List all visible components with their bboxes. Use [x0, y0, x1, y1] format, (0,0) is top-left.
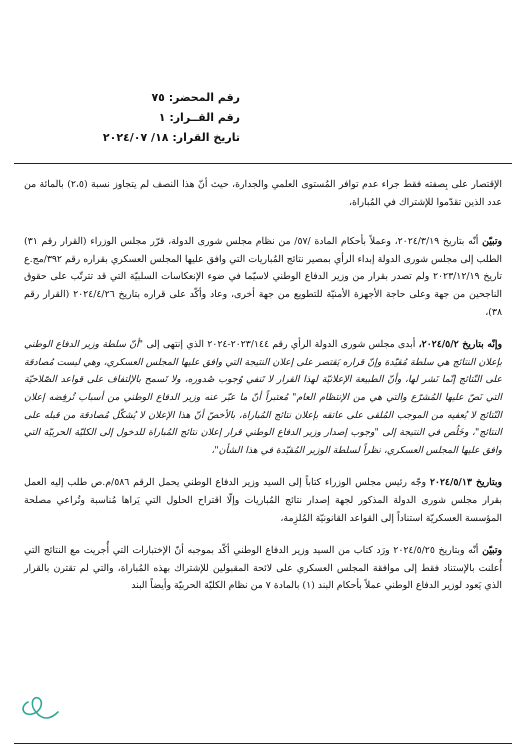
- paragraph-4: [24, 474, 502, 527]
- paragraph-1-text: الإقتصار على بِصفته فقط جراء عدم توافر المُستوى العلمي والجدارة، حيث أنّ هذا النصف لم يتجاوز نسبة (٢،٥) بالمائة من عدد الذين تقدّموا للإشتراك في المُباراة،: [24, 179, 503, 208]
- paragraph-4-text: وجّه رئيس مجلس الوزراء كتاباً إلى السيد وزير الدفاع الوطني يحمل الرقم ٥٨٦/م.ص طلب إليه العمل بقرار مجلس شورى الدولة المذكور لجهة إصدار نتائج المُباريات وإلّا اقتراح الحلول التي يَراها مُناسبة وتُراعي مصلحة المؤسسة العسكريّة استناداً إلى القواعد القانونيّة المُلزِمة،: [24, 477, 502, 524]
- paragraph-3: [24, 336, 502, 459]
- minutes-number: رقم المحضر: ٧٥: [151, 91, 240, 104]
- paragraph-5-lead: وتبيّن: [482, 545, 502, 557]
- paragraph-2-lead: وتبيّن: [482, 236, 502, 248]
- document-body: [24, 176, 502, 610]
- paragraph-3-quote: "أنّ سلطة وزير الدفاع الوطني بإعلان النتائج هي سلطة مُقيّدة وإنّ قراره يَقتصر على إعلان النتيجة التي وافق عليها المجلس العسكري، وهي ليست مُصادقة على النّتائج إنّما نَشر لها، وأنّ الطبيعة الإعلانيّة لهذا القرار لا تَنفي وُجوب صُدوره، ولا تَسمح بالإلتفاف على قواعد الصّلاحيّة التي نَصّ عليها المُشرّع والتي هي من الإنتظام العام" مُعتبراً أنّ ما عبّر عنه وزير الدفاع الوطني من أسباب تُرفِضه إعلان النّتائج لا يُعفيه من الموجب المُلقى على عاتقه بإعلان نتائج المُباراة، بالأخصّ أنّ هذا الإعلان لا يُشكّل مُصادقة من قبله على النتائج"، وخَلُص في النتيجة إلى "وجوب إصدار وزير الدفاع الوطني قرار إعلان نتائج المُباراة للدخول إلى الكليّة الحربيّة التي وافق عليها المجلس العسكري، نظراً لسلطة الوزير المُقيّدة في هذا الشأن"،: [24, 339, 502, 456]
- bottom-divider: [14, 743, 512, 744]
- decision-number: رقم القــرار: ١: [158, 111, 240, 124]
- paragraph-1: [24, 176, 502, 211]
- top-divider: [14, 163, 512, 164]
- paragraph-2-text: أنّه بتاريخ ٢٠٢٤/٣/١٩، وعملاً بأحكام المادة /٥٧/ من نظام مجلس شورى الدولة، قرّر مجلس الوزراء (القرار رقم ٣١) الطلب إلى مجلس شورى الدولة إبداء الرأي بمصير نتائج المُباريات التي وافق عليها المجلس العسكري بقراره رقم ٣٩٢/مج.ع تاريخ ٢٠٢٣/١٢/١٩ ولم تصدر بقرار من وزير الدفاع الوطني لاسيّما في ضوء الإنعكاسات السلبيّة التي قد تترتّب على حقوق الناجحين من جهة وعلى حاجة الأجهزة الأمنيّة للتطويع من جهة أخرى، وعاد وأكّد على قراره بتاريخ ٢٠٢٤/٤/٢٦ (القرار رقم ٣٨)،: [24, 236, 502, 318]
- paragraph-4-lead: وبتاريخ ٢٠٢٤/٥/١٣: [429, 477, 502, 489]
- decision-header: [102, 88, 240, 148]
- paragraph-2: [24, 233, 502, 321]
- signature-mark: [18, 690, 64, 730]
- decision-date: تاريخ القرار: ١٨/ ٢٠٢٤/٠٧: [102, 131, 240, 144]
- paragraph-5: [24, 542, 502, 595]
- paragraph-3-text: أبدى مجلس شورى الدولة الرأي رقم ٢٠٢٣/١٤٤-٢٠٢٤ الذي إنتهى إلى: [143, 339, 419, 351]
- paragraph-5-text: أنّه وبتاريخ ٢٠٢٤/٥/٢٥ ورَد كتاب من السيد وزير الدفاع الوطني أكّد بموجبه أنّ الإختبارات التي أُجريت مع النتائج التي أُعلنت بالإستناد فقط إلى موافقة المجلس العسكري على لائحة المقبولين للإشتراك بهذه المُباراة، والتي لم تقترن بالقرار الذي يَعود لوزير الدفاع الوطني عملاً بأحكام البند (١) بالمادة ٧ من نظام الكليّة الحربيّة وأيضاً البند: [24, 545, 502, 592]
- paragraph-3-lead: وإنّه بتاريخ ٢٠٢٤/٥/٢،: [418, 339, 502, 351]
